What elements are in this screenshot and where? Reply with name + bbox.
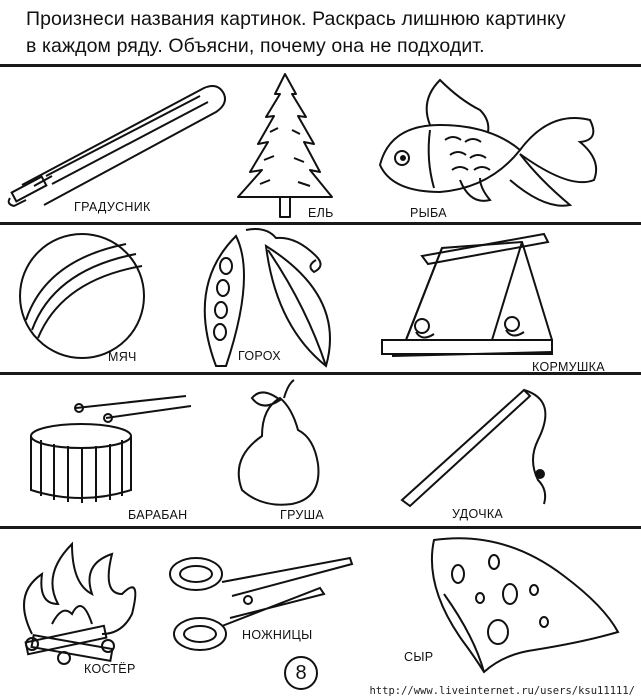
- label-thermometer: ГРАДУСНИК: [74, 200, 151, 214]
- instruction-line-1: Произнеси названия картинок. Раскрась лишнюю картинку: [26, 8, 566, 30]
- label-fir: ЕЛЬ: [308, 206, 334, 220]
- instructions: [26, 6, 626, 60]
- label-cheese: СЫР: [404, 650, 434, 664]
- fir-tree-picture[interactable]: [230, 72, 340, 222]
- label-fishing-rod: УДОЧКА: [452, 507, 504, 521]
- label-peas: ГОРОХ: [238, 349, 281, 363]
- bird-feeder-picture[interactable]: [372, 228, 572, 364]
- watermark-url[interactable]: http://www.liveinternet.ru/users/ksu11111/: [369, 685, 635, 697]
- thermometer-picture[interactable]: [4, 80, 234, 210]
- fishing-rod-picture[interactable]: [388, 380, 568, 510]
- fish-picture[interactable]: [370, 70, 610, 218]
- label-drum: БАРАБАН: [128, 508, 188, 522]
- label-bird-feeder: КОРМУШКА: [532, 360, 605, 374]
- pear-picture[interactable]: [222, 378, 332, 508]
- cheese-picture[interactable]: [414, 536, 624, 676]
- row-divider: [0, 526, 641, 529]
- row-divider: [0, 222, 641, 225]
- page-number: 8: [284, 656, 318, 690]
- label-campfire: КОСТЁР: [84, 662, 136, 676]
- row-divider: [0, 64, 641, 67]
- ball-picture[interactable]: [16, 230, 148, 362]
- instruction-line-2: в каждом ряду. Объясни, почему она не подходит.: [26, 35, 485, 57]
- label-pear: ГРУША: [280, 508, 325, 522]
- label-ball: МЯЧ: [108, 350, 137, 364]
- scissors-picture[interactable]: [160, 548, 360, 660]
- campfire-picture[interactable]: [12, 534, 152, 668]
- label-fish: РЫБА: [410, 206, 447, 220]
- drum-picture[interactable]: [26, 378, 196, 508]
- label-scissors: НОЖНИЦЫ: [242, 628, 313, 642]
